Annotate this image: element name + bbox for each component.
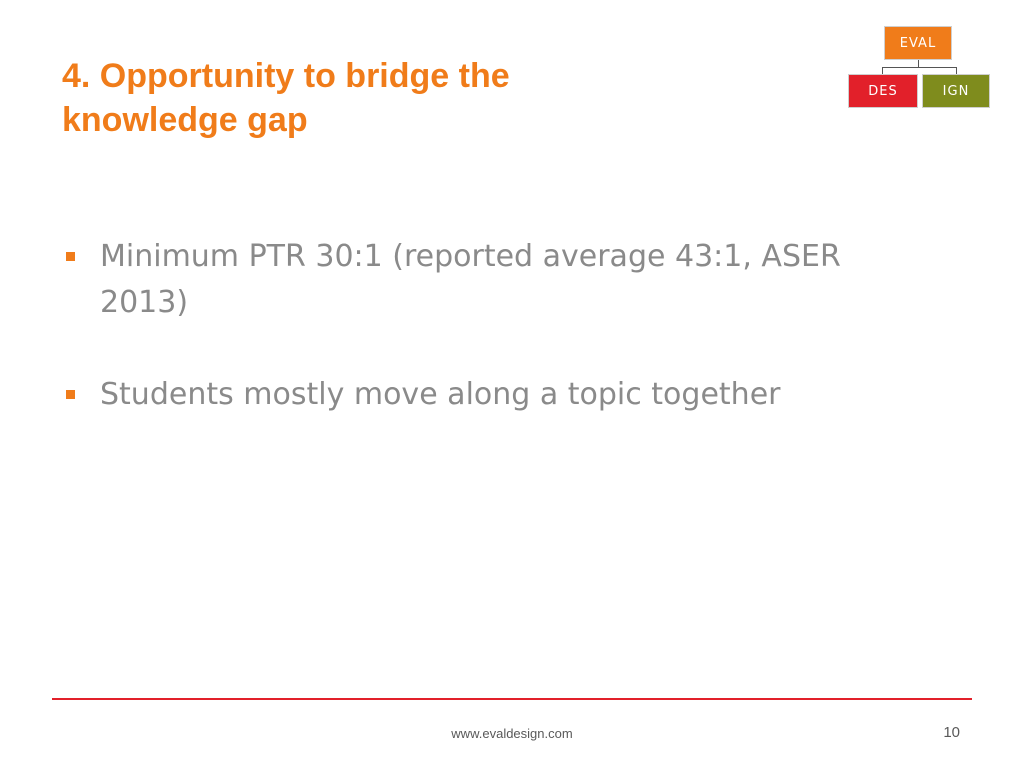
logo-connector-vertical [918,60,919,67]
bullet-item [62,234,922,326]
slide-title-line-1: 4. Opportunity to bridge the [62,57,510,95]
slide-title [62,54,662,142]
footer-url: www.evaldesign.com [451,726,573,741]
logo-connector-left [882,67,883,74]
logo-connector-horizontal [882,67,956,68]
logo-des-box: DES [848,74,918,108]
bullet-list [62,234,922,464]
logo-ign-box: IGN [922,74,990,108]
footer-divider [52,698,972,700]
square-bullet-icon [66,252,75,261]
bullet-item [62,372,922,418]
evaldesign-logo [846,24,992,110]
logo-connector-right [956,67,957,74]
square-bullet-icon [66,390,75,399]
slide-title-line-2: knowledge gap [62,101,308,139]
page-number: 10 [943,724,960,741]
logo-eval-box: EVAL [884,26,952,60]
bullet-text: Minimum PTR 30:1 (reported average 43:1, ASER 2013) [100,239,841,320]
bullet-text: Students mostly move along a topic together [100,377,781,412]
